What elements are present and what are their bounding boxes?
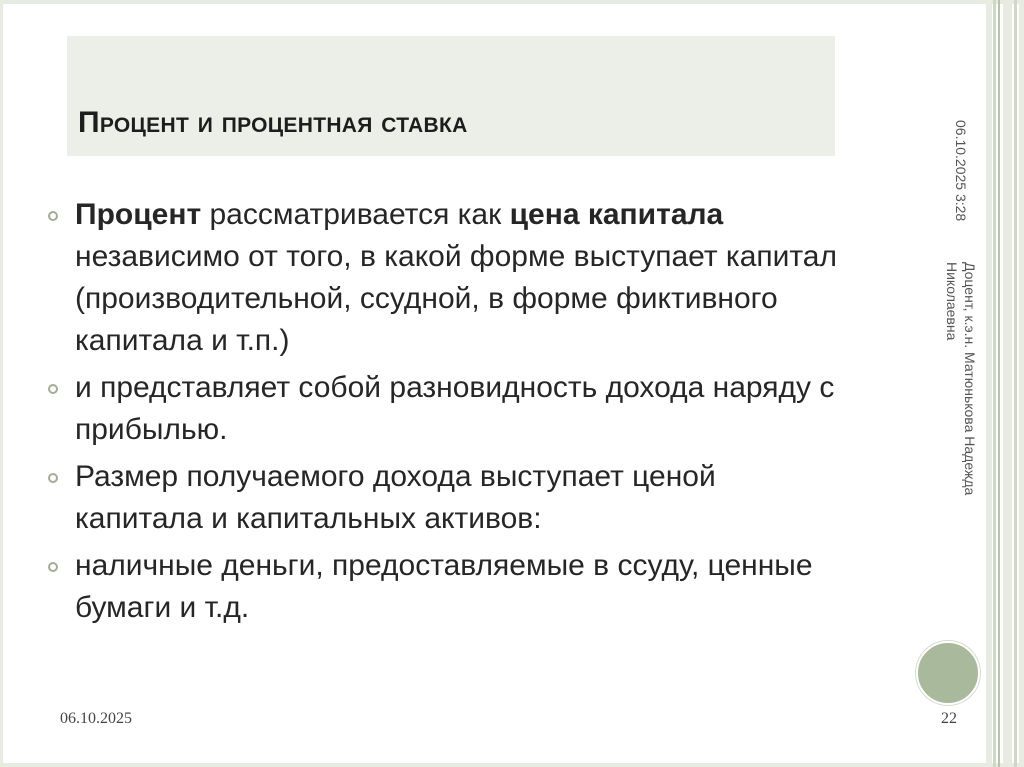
bullet-circle-icon <box>48 473 58 483</box>
decorative-stripe <box>993 0 996 767</box>
slide-title: Процент и процентная ставка <box>78 106 468 139</box>
sidebar-datetime: 06.10.2025 3:28 <box>953 120 969 222</box>
bullet-item <box>48 194 848 362</box>
decorative-stripe <box>986 0 992 767</box>
bullet-circle-icon <box>48 211 58 221</box>
frame-top-border <box>0 0 1024 4</box>
frame-left-border <box>0 0 3 767</box>
decorative-stripe <box>1019 0 1024 767</box>
page-number: 22 <box>941 710 957 727</box>
decorative-stripe <box>1014 0 1017 767</box>
bullet-circle-icon <box>48 562 58 572</box>
bullet-item <box>48 367 848 451</box>
sidebar-author-line2: Николаевна <box>944 262 960 341</box>
bullet-text: Размер получаемого дохода выступает ценой капитала и капитальных активов: <box>75 460 716 535</box>
frame-bottom-border <box>0 763 1024 767</box>
bullet-text: независимо от того, в какой форме выступает капитал (производительной, ссудной, в форме фиктивного капитала и т.п.) <box>75 240 837 357</box>
decorative-stripe <box>1003 0 1012 767</box>
bullet-bold-text: Процент <box>75 198 202 231</box>
footer-date: 06.10.2025 <box>60 710 132 727</box>
bullet-text: рассматривается как <box>201 198 510 231</box>
bullet-item <box>48 545 848 629</box>
decorative-circle <box>916 641 980 705</box>
bullet-circle-icon <box>48 384 58 394</box>
bullet-item <box>48 456 848 540</box>
bullet-list <box>48 194 848 634</box>
bullet-text: наличные деньги, предоставляемые в ссуду, ценные бумаги и т.д. <box>75 549 813 624</box>
bullet-text: и представляет собой разновидность дохода наряду с прибылью. <box>75 371 835 446</box>
bullet-bold-text: цена капитала <box>509 198 724 231</box>
sidebar-author-line1: Доцент, к.э.н. Матюнькова Надежда <box>962 262 978 496</box>
decorative-stripe <box>998 0 1000 767</box>
